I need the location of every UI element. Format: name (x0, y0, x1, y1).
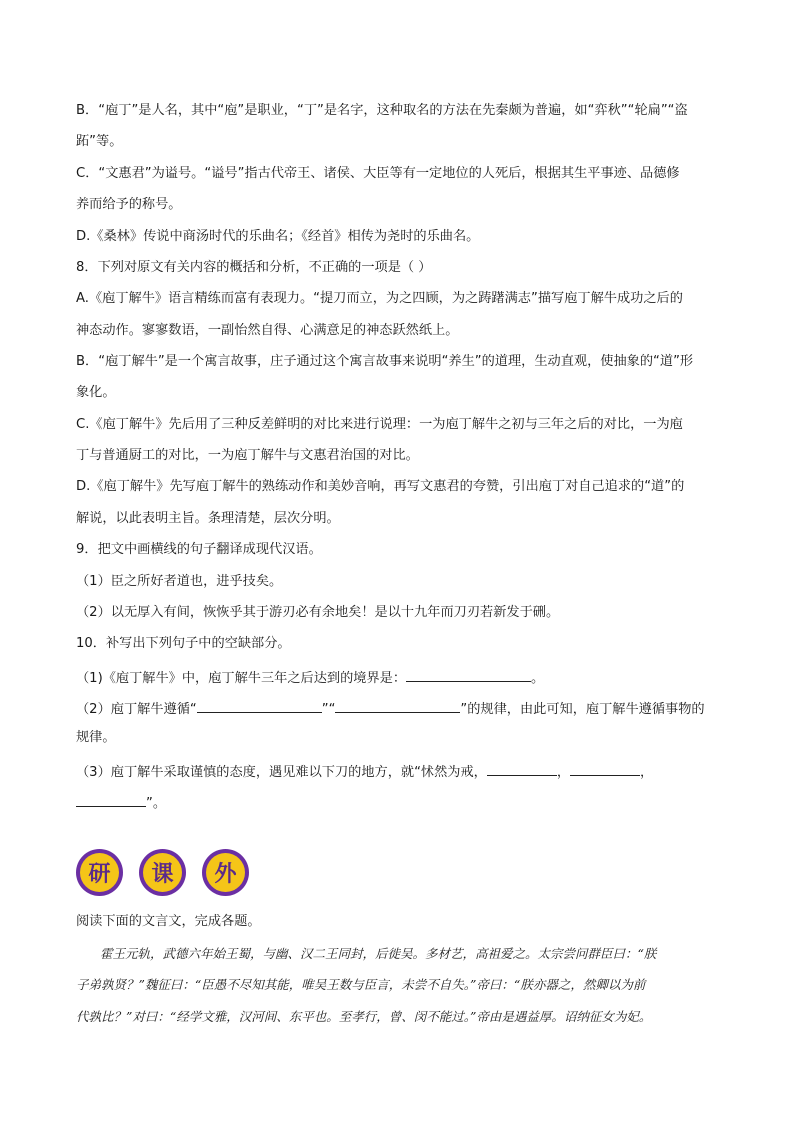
option-8a-line-2: 神态动作。寥寥数语，一副怡然自得、心满意足的神态跃然纸上。 (76, 323, 459, 338)
punct: 。 (531, 671, 545, 686)
badge-yan: 研 (76, 849, 123, 896)
question-9-item-2: （2）以无厚入有间，恢恢乎其于游刃必有余地矣！是以十九年而刀刃若新发于硎。 (76, 605, 560, 620)
question-10-item-3-line-2 (76, 793, 736, 812)
punct: ， (640, 765, 654, 780)
reading-intro: 阅读下面的文言文，完成各题。 (76, 914, 261, 929)
question-10-item-2-line-2: 规律。 (76, 730, 116, 745)
badge-ke: 课 (139, 849, 186, 896)
classical-text-line-1: 霍王元轨，武德六年始王蜀，与幽、汉二王同封，后徙吴。多材艺，高祖爱之。太宗尝问群臣曰：“朕 (100, 946, 657, 961)
answer-blank[interactable] (76, 793, 146, 807)
answer-blank[interactable] (197, 699, 322, 713)
question-8: 8．下列对原文有关内容的概括和分析，不正确的一项是（ ） (76, 260, 432, 275)
punct: ”“ (321, 702, 336, 717)
option-8a-line-1: A.《庖丁解牛》语言精练而富有表现力。“提刀而立，为之四顾，为之踌躇满志”描写庖丁解牛成功之后的 (76, 291, 683, 306)
question-10-item-3 (76, 762, 736, 781)
option-7c-line-2: 养而给予的称号。 (76, 197, 182, 212)
classical-text-line-3: 代孰比？”对曰：“经学文雅，汉河间、东平也。至孝行，曾、闵不能过。”帝由是遇益厚。诏纳征女为妃。 (76, 1009, 652, 1024)
question-10-item-3-text: （3）庖丁解牛采取谨慎的态度，遇见难以下刀的地方，就“怵然为戒， (76, 765, 487, 780)
question-9-item-1: （1）臣之所好者道也，进乎技矣。 (76, 574, 283, 589)
option-7d: D.《桑林》传说中商汤时代的乐曲名；《经首》相传为尧时的乐曲名。 (76, 229, 480, 244)
question-10: 10．补写出下列句子中的空缺部分。 (76, 636, 291, 651)
question-10-item-2-tail: ”的规律，由此可知，庖丁解牛遵循事物的 (460, 702, 705, 717)
punct: ， (556, 765, 571, 780)
option-8d-line-2: 解说，以此表明主旨。条理清楚，层次分明。 (76, 511, 340, 526)
option-8c-line-2: 丁与普通厨工的对比，一为庖丁解牛与文惠君治国的对比。 (76, 448, 419, 463)
option-7b-line-1: B．“庖丁”是人名，其中“庖”是职业，“丁”是名字，这种取名的方法在先秦颇为普遍，如“弈秋”“轮扁”“盗 (76, 103, 688, 118)
answer-blank[interactable] (406, 668, 531, 682)
question-10-item-2 (76, 699, 736, 718)
question-10-item-1 (76, 668, 736, 687)
option-8b-line-2: 象化。 (76, 385, 116, 400)
option-7b-line-2: 跖”等。 (76, 134, 123, 149)
question-10-item-2-text: （2）庖丁解牛遵循“ (76, 702, 197, 717)
answer-blank[interactable] (487, 762, 557, 776)
badge-wai: 外 (202, 849, 249, 896)
option-7c-line-1: C．“文惠君”为谥号。“谥号”指古代帝王、诸侯、大臣等有一定地位的人死后，根据其生平事迹、品德修 (76, 166, 680, 181)
option-8c-line-1: C.《庖丁解牛》先后用了三种反差鲜明的对比来进行说理：一为庖丁解牛之初与三年之后的对比，一为庖 (76, 417, 683, 432)
question-9: 9．把文中画横线的句子翻译成现代汉语。 (76, 542, 322, 557)
option-8d-line-1: D.《庖丁解牛》先写庖丁解牛的熟练动作和美妙音响，再写文惠君的夸赞，引出庖丁对自己追求的“道”的 (76, 479, 685, 494)
answer-blank[interactable] (570, 762, 640, 776)
answer-blank[interactable] (335, 699, 460, 713)
punct: ”。 (146, 796, 167, 811)
question-10-item-1-text: （1)《庖丁解牛》中，庖丁解牛三年之后达到的境界是： (76, 671, 407, 686)
classical-text-line-2: 子弟孰贤？”魏征曰：“臣愚不尽知其能，唯吴王数与臣言，未尝不自失。”帝曰：“朕亦器之，然卿以为前 (76, 977, 646, 992)
option-8b-line-1: B．“庖丁解牛”是一个寓言故事，庄子通过这个寓言故事来说明“养生”的道理，生动直观，使抽象的“道”形 (76, 354, 694, 369)
